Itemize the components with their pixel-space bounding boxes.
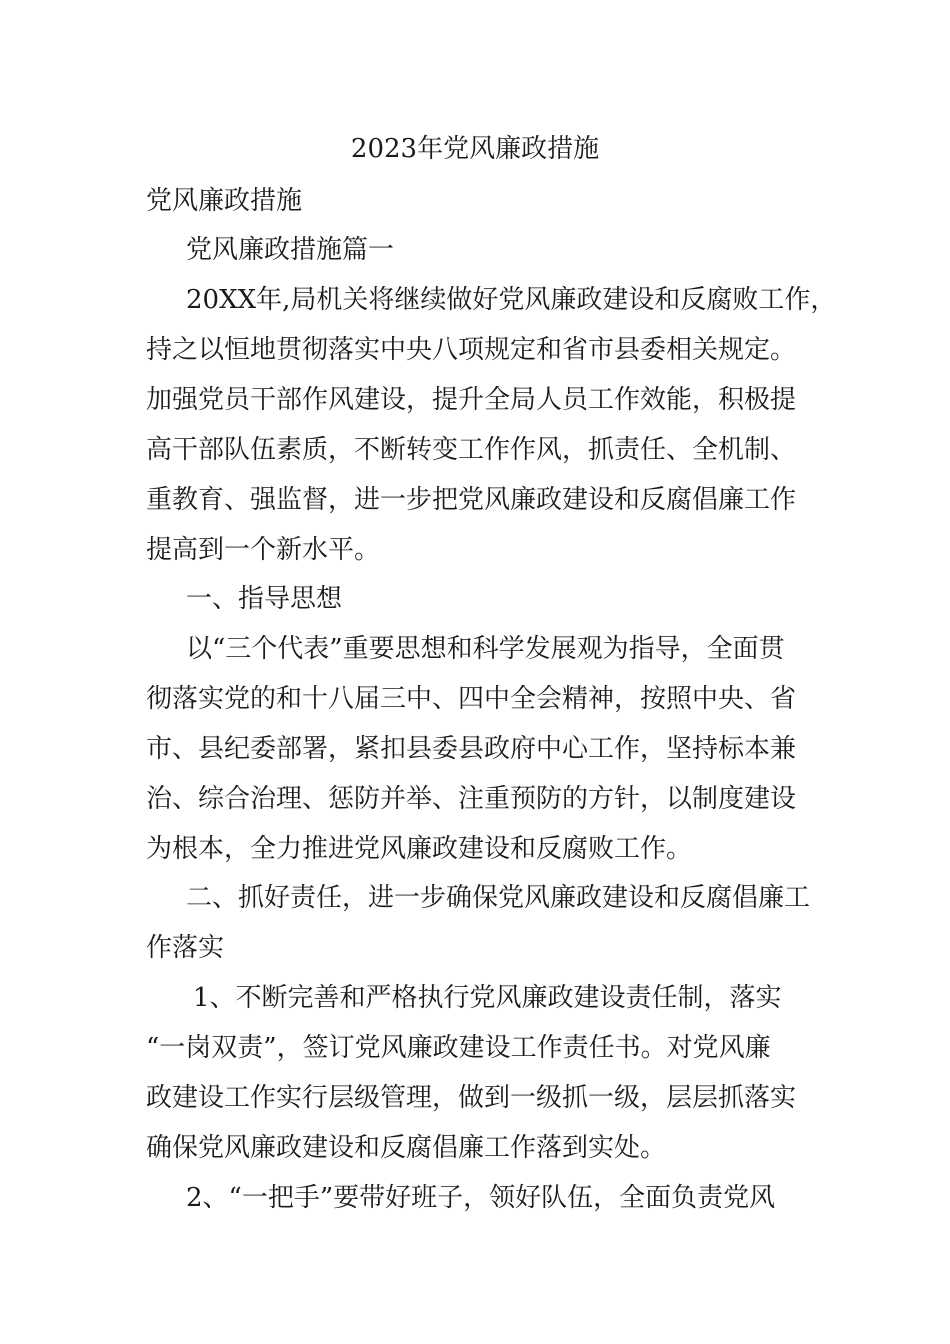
heading-guideline: 一、指导思想 — [186, 584, 343, 614]
paragraph-line: 确保党风廉政建设和反腐倡廉工作落到实处。 — [146, 1133, 667, 1163]
paragraph-line: 重教育、强监督，进一步把党风廉政建设和反腐倡廉工作 — [146, 485, 797, 515]
heading-responsibility-cont: 作落实 — [146, 933, 225, 963]
paragraph-line: “一岗双责”，签订党风廉政建设工作责任书。对党风廉 — [146, 1033, 771, 1063]
paragraph-line: 为根本，全力推进党风廉政建设和反腐败工作。 — [146, 834, 693, 864]
paragraph-line: 以“三个代表”重要思想和科学发展观为指导，全面贯 — [186, 634, 785, 664]
paragraph-line: 提高到一个新水平。 — [146, 535, 381, 565]
paragraph-line: 市、县纪委部署，紧扣县委县政府中心工作，坚持标本兼 — [146, 734, 797, 764]
heading-responsibility: 二、抓好责任，进一步确保党风廉政建设和反腐倡廉工 — [186, 883, 811, 913]
paragraph-line: 政建设工作实行层级管理，做到一级抓一级，层层抓落实 — [146, 1083, 797, 1113]
paragraph-line: 高干部队伍素质，不断转变工作作风，抓责任、全机制、 — [146, 435, 797, 465]
paragraph-line: 20XX年,局机关将继续做好党风廉政建设和反腐败工作， — [186, 285, 837, 315]
document-title: 2023年党风廉政措施 — [350, 134, 600, 164]
section-heading: 党风廉政措施篇一 — [186, 235, 395, 265]
paragraph-line: 彻落实党的和十八届三中、四中全会精神，按照中央、省 — [146, 684, 797, 714]
document-subtitle: 党风廉政措施 — [146, 186, 303, 216]
paragraph-line: 1、不断完善和严格执行党风廉政建设责任制，落实 — [193, 983, 782, 1013]
paragraph-line: 治、综合治理、惩防并举、注重预防的方针，以制度建设 — [146, 784, 797, 814]
paragraph-line: 持之以恒地贯彻落实中央八项规定和省市县委相关规定。 — [146, 335, 797, 365]
paragraph-line: 2、“一把手”要带好班子，领好队伍，全面负责党风 — [186, 1183, 776, 1213]
paragraph-line: 加强党员干部作风建设，提升全局人员工作效能，积极提 — [146, 385, 797, 415]
